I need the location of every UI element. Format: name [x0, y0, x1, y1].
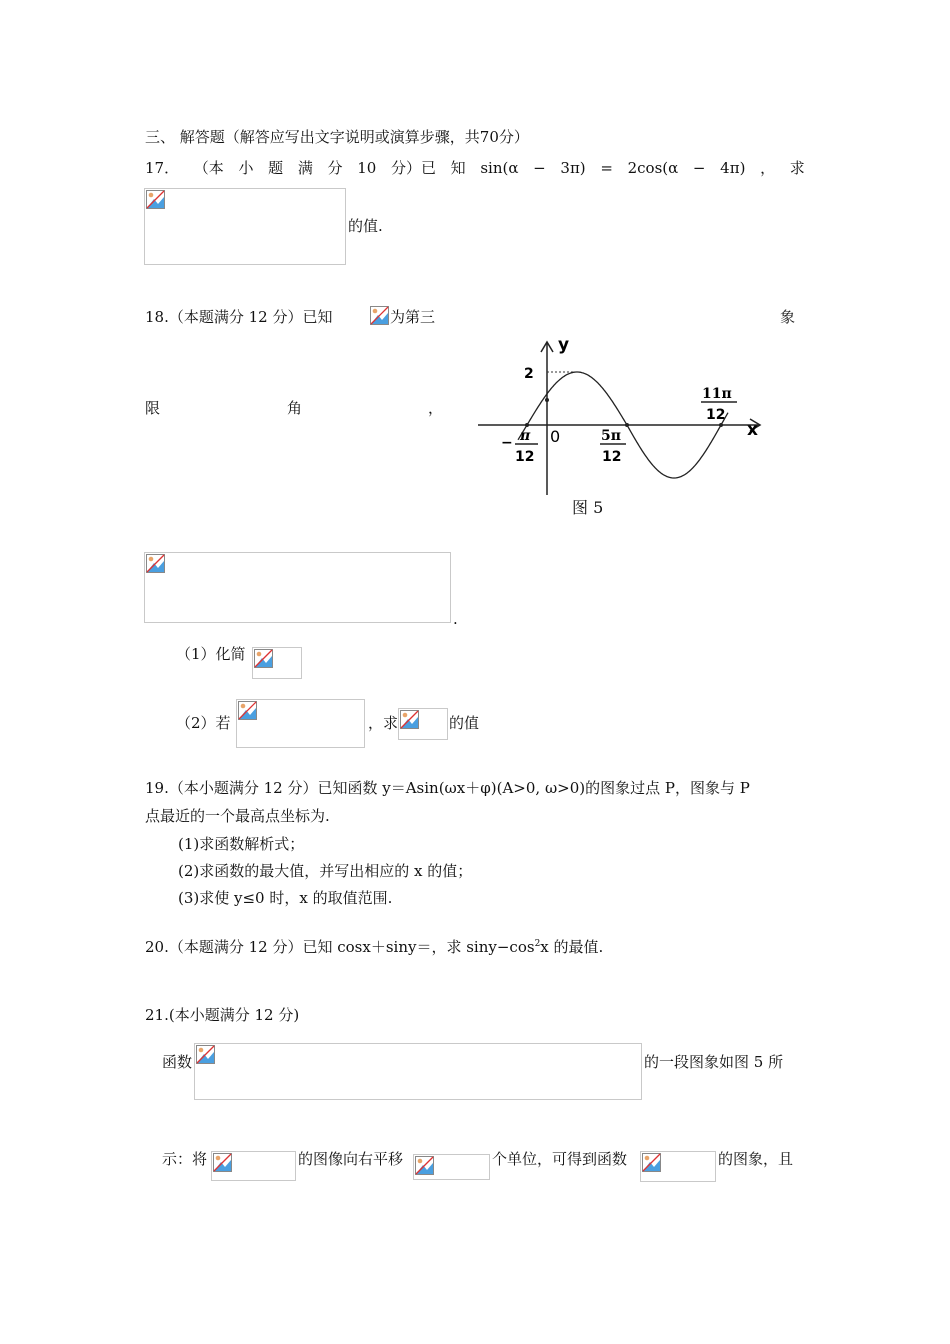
broken-image-icon [370, 306, 389, 325]
q17-line1-part: ， [760, 159, 776, 177]
q21-image-c [640, 1151, 716, 1182]
q17-line1-part: = [600, 159, 613, 177]
q21-line1-right: 的一段图象如图 5 所 [644, 1053, 784, 1071]
zero-point-neg [525, 423, 529, 427]
q21-formula-image [194, 1043, 642, 1100]
q19-item1: (1)求函数解析式； [178, 835, 305, 853]
section-header: 三、 解答题（解答应写出文字说明或演算步骤，共70分） [145, 128, 529, 146]
broken-image-icon [642, 1153, 661, 1172]
q19-item2: (2)求函数的最大值，并写出相应的 x 的值； [178, 862, 473, 880]
q17-suffix: 的值. [348, 217, 383, 235]
broken-image-icon [415, 1156, 434, 1175]
q18-line2-c: ， [428, 399, 444, 417]
q21-line2-d: 的图象，且 [718, 1150, 794, 1168]
q18-sub1-label: （1）化简 [176, 645, 246, 663]
tick-neg-minus: − [501, 435, 513, 451]
zero-point-11pi [719, 423, 723, 427]
q18-line1-mid: 为第三 [390, 308, 436, 326]
q17-line1-part: 题 [268, 159, 284, 177]
q17-line1-part: 2cos(α [627, 159, 679, 177]
q21-header: 21.(本小题满分 12 分) [145, 1006, 300, 1024]
q18-period: . [453, 610, 458, 628]
tick-neg-den: 12 [515, 449, 535, 465]
q17-line1-part: 知 [450, 159, 466, 177]
q18-line1-right: 象 [780, 308, 796, 326]
broken-image-icon [213, 1153, 232, 1172]
q17-line1-part: 3π) [560, 159, 586, 177]
tick-neg-num: π [520, 428, 531, 444]
q17-line1-part: 小 [238, 159, 254, 177]
q20-line [145, 940, 603, 955]
q18-sub2-image-a [236, 699, 365, 748]
y-intercept-point [545, 398, 549, 402]
q21-line2-b: 的图像向右平移 [298, 1150, 404, 1168]
q17-line1-part: 10 [357, 159, 377, 177]
origin-label: 0 [550, 427, 561, 446]
broken-image-icon [238, 701, 257, 720]
q17-line1-part: 17． [145, 159, 180, 177]
q19-line1: 19.（本小题满分 12 分）已知函数 y＝Asin(ωx＋φ)(A>0, ω>0)的图象过点 P，图象与 P [145, 779, 750, 797]
q18-sub2-label: （2）若 [176, 714, 231, 732]
q17-line1-part: − [533, 159, 546, 177]
q17-formula-image [144, 188, 346, 265]
q17-line1 [145, 161, 805, 176]
q18-sub1-image [252, 647, 302, 679]
broken-image-icon [196, 1045, 215, 1064]
broken-image-icon [146, 554, 165, 573]
q20-sup: 2 [534, 939, 541, 949]
y-axis-label: y [558, 335, 570, 355]
q17-line1-part: 满 [297, 159, 313, 177]
broken-image-icon [146, 190, 165, 209]
tick-5pi-num: 5π [601, 428, 621, 444]
tick-11pi-den: 12 [706, 407, 726, 423]
q17-line1-part: 分）已 [390, 159, 436, 177]
q17-line1-part: 求 [789, 159, 805, 177]
broken-image-icon [400, 710, 419, 729]
tick-11pi-num: 11π [702, 386, 732, 402]
q18-sub2-mid: ，求 [368, 714, 399, 732]
q18-sub2-image-b [398, 708, 448, 740]
broken-image-icon [254, 649, 273, 668]
q21-line2-c: 个单位，可得到函数 [492, 1150, 628, 1168]
q17-line1-part: − [692, 159, 706, 177]
q18-sub2-suffix: 的值 [449, 714, 480, 732]
q18-line2-a: 限 [145, 399, 161, 417]
q19-line2: 点最近的一个最高点坐标为. [145, 807, 330, 825]
tick-5pi-den: 12 [602, 449, 622, 465]
q17-line1-part: sin(α [480, 159, 519, 177]
figure5-caption: 图 5 [572, 498, 604, 517]
y-tick-2: 2 [524, 366, 534, 382]
q21-line1-left: 函数 [162, 1053, 193, 1071]
q20-after: x 的最值. [540, 938, 604, 956]
zero-point-5pi [625, 423, 629, 427]
q17-line1-part: （本 [193, 159, 224, 177]
q21-line2-a: 示：将 [162, 1150, 208, 1168]
q21-image-b [413, 1154, 490, 1180]
q18-line1-left: 18.（本题满分 12 分）已知 [145, 308, 333, 326]
q17-line1-part: 分 [327, 159, 343, 177]
q19-item3: (3)求使 y≤0 时，x 的取值范围. [178, 889, 393, 907]
q18-line2-b: 角 [287, 399, 303, 417]
q18-formula-image [144, 552, 451, 623]
figure5-graph [470, 330, 770, 500]
q17-line1-part: 4π) [720, 159, 746, 177]
q21-image-a [211, 1151, 296, 1181]
x-axis-label: x [747, 420, 758, 440]
q20-before: 20.（本题满分 12 分）已知 cosx＋siny＝，求 siny−cos [145, 938, 535, 956]
